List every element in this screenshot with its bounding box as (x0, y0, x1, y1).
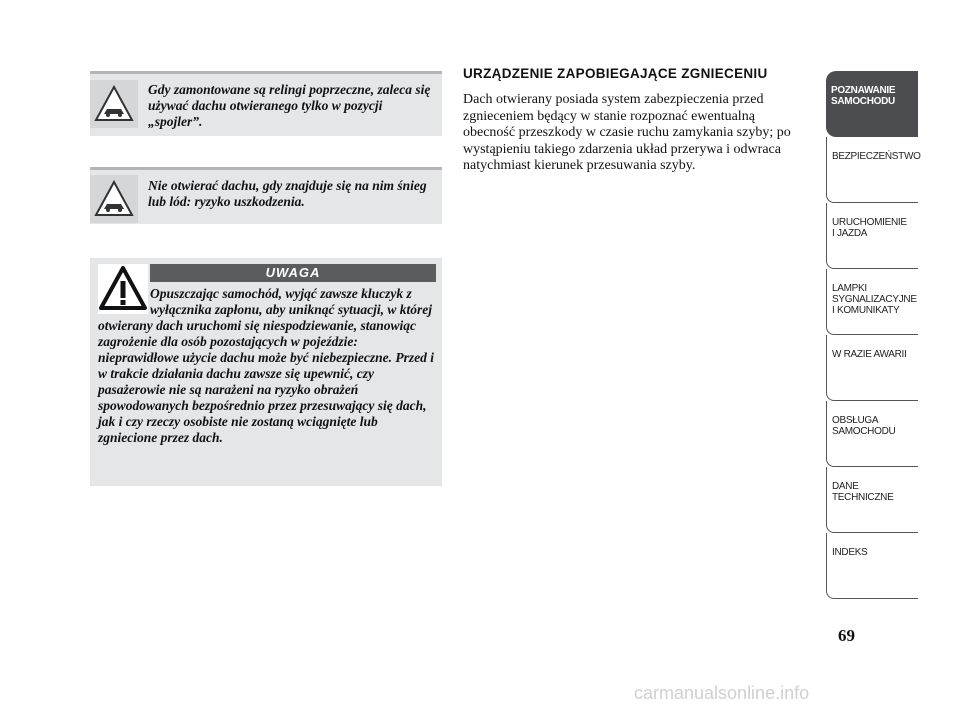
tab-dane-techniczne[interactable]: DANE TECHNICZNE (826, 467, 918, 533)
watermark: carmanualsonline.info (634, 683, 810, 703)
note-text: Nie otwierać dachu, gdy znajduje się na nim śnieg lub lód: ryzyko uszkodzenia. (148, 178, 427, 209)
warning-box (90, 258, 442, 486)
page-number: 69 (838, 626, 855, 645)
tab-bezpieczenstwo[interactable]: BEZPIECZEŃSTWO (826, 137, 918, 203)
warning-text: Opuszczając samochód, wyjąć zawsze kluczyk z wyłącznika zapłonu, aby uniknąć sytuacji, w której otwierany dach uruchomi się niespodziewanie, stanowiąc zagrożenie dla osób pozostających w pojeździe: nieprawidłowe użycie dachu może być niebezpieczne. Przed i w trakcie działania dachu zawsze się upewnić, czy pasażerowie nie są narażeni na ryzyko obrażeń spowodowanych bezpośrednio przez przesuwający się dach, jak i czy rzeczy osobiste nie zostaną wciągnięte lub zgniecione przez dach. (98, 286, 434, 445)
tab-indeks[interactable]: INDEKS (826, 533, 918, 599)
tab-lampki-sygnalizacyjne[interactable]: LAMPKI SYGNALIZACYJNE I KOMUNIKATY (826, 269, 918, 335)
tab-uruchomienie-i-jazda[interactable]: URUCHOMIENIE I JAZDA (826, 203, 918, 269)
section-title: URZĄDZENIE ZAPOBIEGAJĄCE ZGNIECENIU (463, 66, 768, 81)
car-caution-icon (90, 80, 138, 128)
tab-obsluga-samochodu[interactable]: OBSŁUGA SAMOCHODU (826, 401, 918, 467)
tab-poznawanie-samochodu[interactable]: POZNAWANIE SAMOCHODU (826, 71, 918, 137)
note-box-snow-ice (90, 167, 442, 224)
tab-w-razie-awarii[interactable]: W RAZIE AWARII (826, 335, 918, 401)
car-caution-icon (90, 175, 138, 223)
note-text: Gdy zamontowane są relingi poprzeczne, zaleca się używać dachu otwieranego tylko w pozycji „spojler”. (148, 82, 431, 129)
section-body: Dach otwierany posiada system zabezpieczenia przed zgnieceniem będący w stanie rozpoznać ewentualną obecność przeszkody w czasie ruchu zamykania szyby; po wystąpieniu takiego zdarzenia układ przerywa i odwraca natychmiast kierunek przesuwania szyby. (463, 92, 791, 173)
chapter-tabs (826, 71, 921, 599)
warning-label: UWAGA (150, 264, 436, 282)
note-box-roof-rails (90, 71, 442, 136)
